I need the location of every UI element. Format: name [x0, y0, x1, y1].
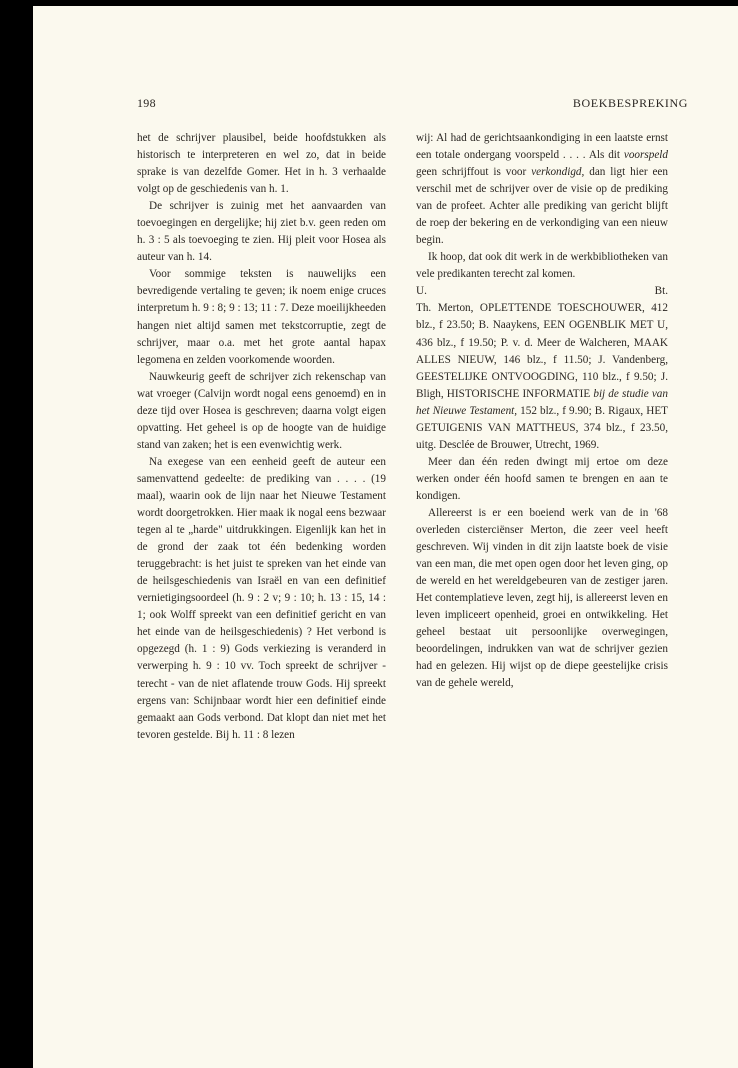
book-page	[33, 6, 738, 1068]
signature-initial-left: U.	[416, 285, 427, 298]
paragraph: Allereerst is er een boeiend werk van de in '68 overleden cisterciënser Merton, die zeer veel heeft geschreven. Wij vinden in dit zijn laatste boek de visie van een man, die met open ogen door het leven ging, op de wereld en het wereldgebeuren van de zestiger jaren. Het contemplatieve leven, zegt hij, is allereerst leven en leven impliceert openheid, groei en ontwikkeling. Het geheel bestaat uit persoonlijke overwegingen, beoordelingen, indrukken van wat de schrijver gezien had en gelezen. Hij wijst op de diepe geestelijke crisis van de gehele wereld,	[416, 506, 668, 690]
right-column	[416, 130, 668, 693]
signature-initial-right: Bt.	[654, 285, 668, 298]
paragraph: Meer dan één reden dwingt mij ertoe om deze werken onder één hoofd samen te brengen en aan te kondigen.	[416, 455, 668, 502]
left-column	[137, 130, 386, 744]
running-title: BOEKBESPREKING	[572, 96, 688, 110]
paragraph: wij: Al had de gerichtsaankondiging in een laatste ernst een totale ondergang voorspeld . . . . Als dit voorspeld geen schrijffout is voor verkondigd, dan ligt hier een verschil met de schrijver over de visie op de prediking van de profeet. Achter alle prediking van gericht blijft de roep der bekering en de verkondiging van een nieuw begin.	[416, 132, 668, 247]
paragraph: Nauwkeurig geeft de schrijver zich rekenschap van wat vroeger (Calvijn wordt nogal eens genoemd) en in deze tijd over Hosea is geschreven; daarna volgt eigen opvatting. Het geheel is op de hoogte van de huidige stand van zaken; het is een evenwichtig werk.	[137, 370, 386, 451]
page-number: 198	[137, 96, 156, 110]
book-list-heading: Th. Merton, OPLETTENDE TOESCHOUWER, 412 blz., f 23.50; B. Naaykens, EEN OGENBLIK MET U, 436 blz., f 19.50; P. v. d. Meer de Walcheren, MAAK ALLES NIEUW, 146 blz., f 11.50; J. Vandenberg, GEESTELIJKE ONTVOOGDING, 110 blz., f 9.50; J. Bligh, HISTORISCHE INFORMATIE bij de studie van het Nieuwe Testament, 152 blz., f 9.90; B. Rigaux, HET GETUIGENIS VAN MATTHEUS, 374 blz., f 23.50, uitg. Desclée de Brouwer, Utrecht, 1969.	[416, 302, 669, 451]
paragraph: het de schrijver plausibel, beide hoofdstukken als historisch te interpreteren en wel zo, dat in beide sprake is van dezelfde Gomer. Het in h. 3 verhaalde volgt op de geschiedenis van h. 1.	[137, 132, 386, 196]
paragraph: Ik hoop, dat ook dit werk in de werkbibliotheken van vele predikanten terecht zal komen.	[416, 251, 668, 281]
running-head	[137, 96, 688, 112]
paragraph: Na exegese van een eenheid geeft de auteur een samenvattend gedeelte: de prediking van . . . . (19 maal), waarin ook de lijn naar het Nieuwe Testament wordt doorgetrokken. Hier maak ik nogal eens bezwaar tegen al te „harde" uitdrukkingen. Eigenlijk kan het in de grond der zaak tot één bedenking worden teruggebracht: is het juist te spreken van het einde van de heilsgeschiedenis van Israël en van een definitief vernietigingsoordeel (h. 9 : 2 v; 9 : 10; h. 13 : 15, 14 : 1; ook Wolff spreekt van een definitief gericht en van het einde van de heilsgeschiedenis) ? Het verbond is opgezegd (h. 1 : 9) Gods verkiezing is veranderd in verwerping h. 9 : 10 vv. Toch spreekt de schrijver - terecht - van de niet aflatende trouw Gods. Hij spreekt ergens van: Schijnbaar wordt hier een definitief einde gemaakt aan Gods verbond. Dat klopt dan niet met het tevoren gestelde. Bij h. 11 : 8 lezen	[137, 455, 386, 741]
paragraph: Voor sommige teksten is nauwelijks een bevredigende vertaling te geven; ik noem enige cruces interpretum h. 9 : 8; 9 : 13; 11 : 7. Deze moeilijkheeden hangen niet altijd samen met tekstcorruptie, zegt de schrijver, maar o.a. met het grote aantal hapax legomena en zelden voorkomende woorden.	[137, 268, 386, 366]
review-signature	[416, 283, 668, 300]
paragraph: De schrijver is zuinig met het aanvaarden van toevoegingen en dergelijke; hij ziet b.v. geen reden om h. 3 : 5 als toevoeging te zien. Hij pleit voor Hosea als auteur van h. 14.	[137, 200, 386, 264]
